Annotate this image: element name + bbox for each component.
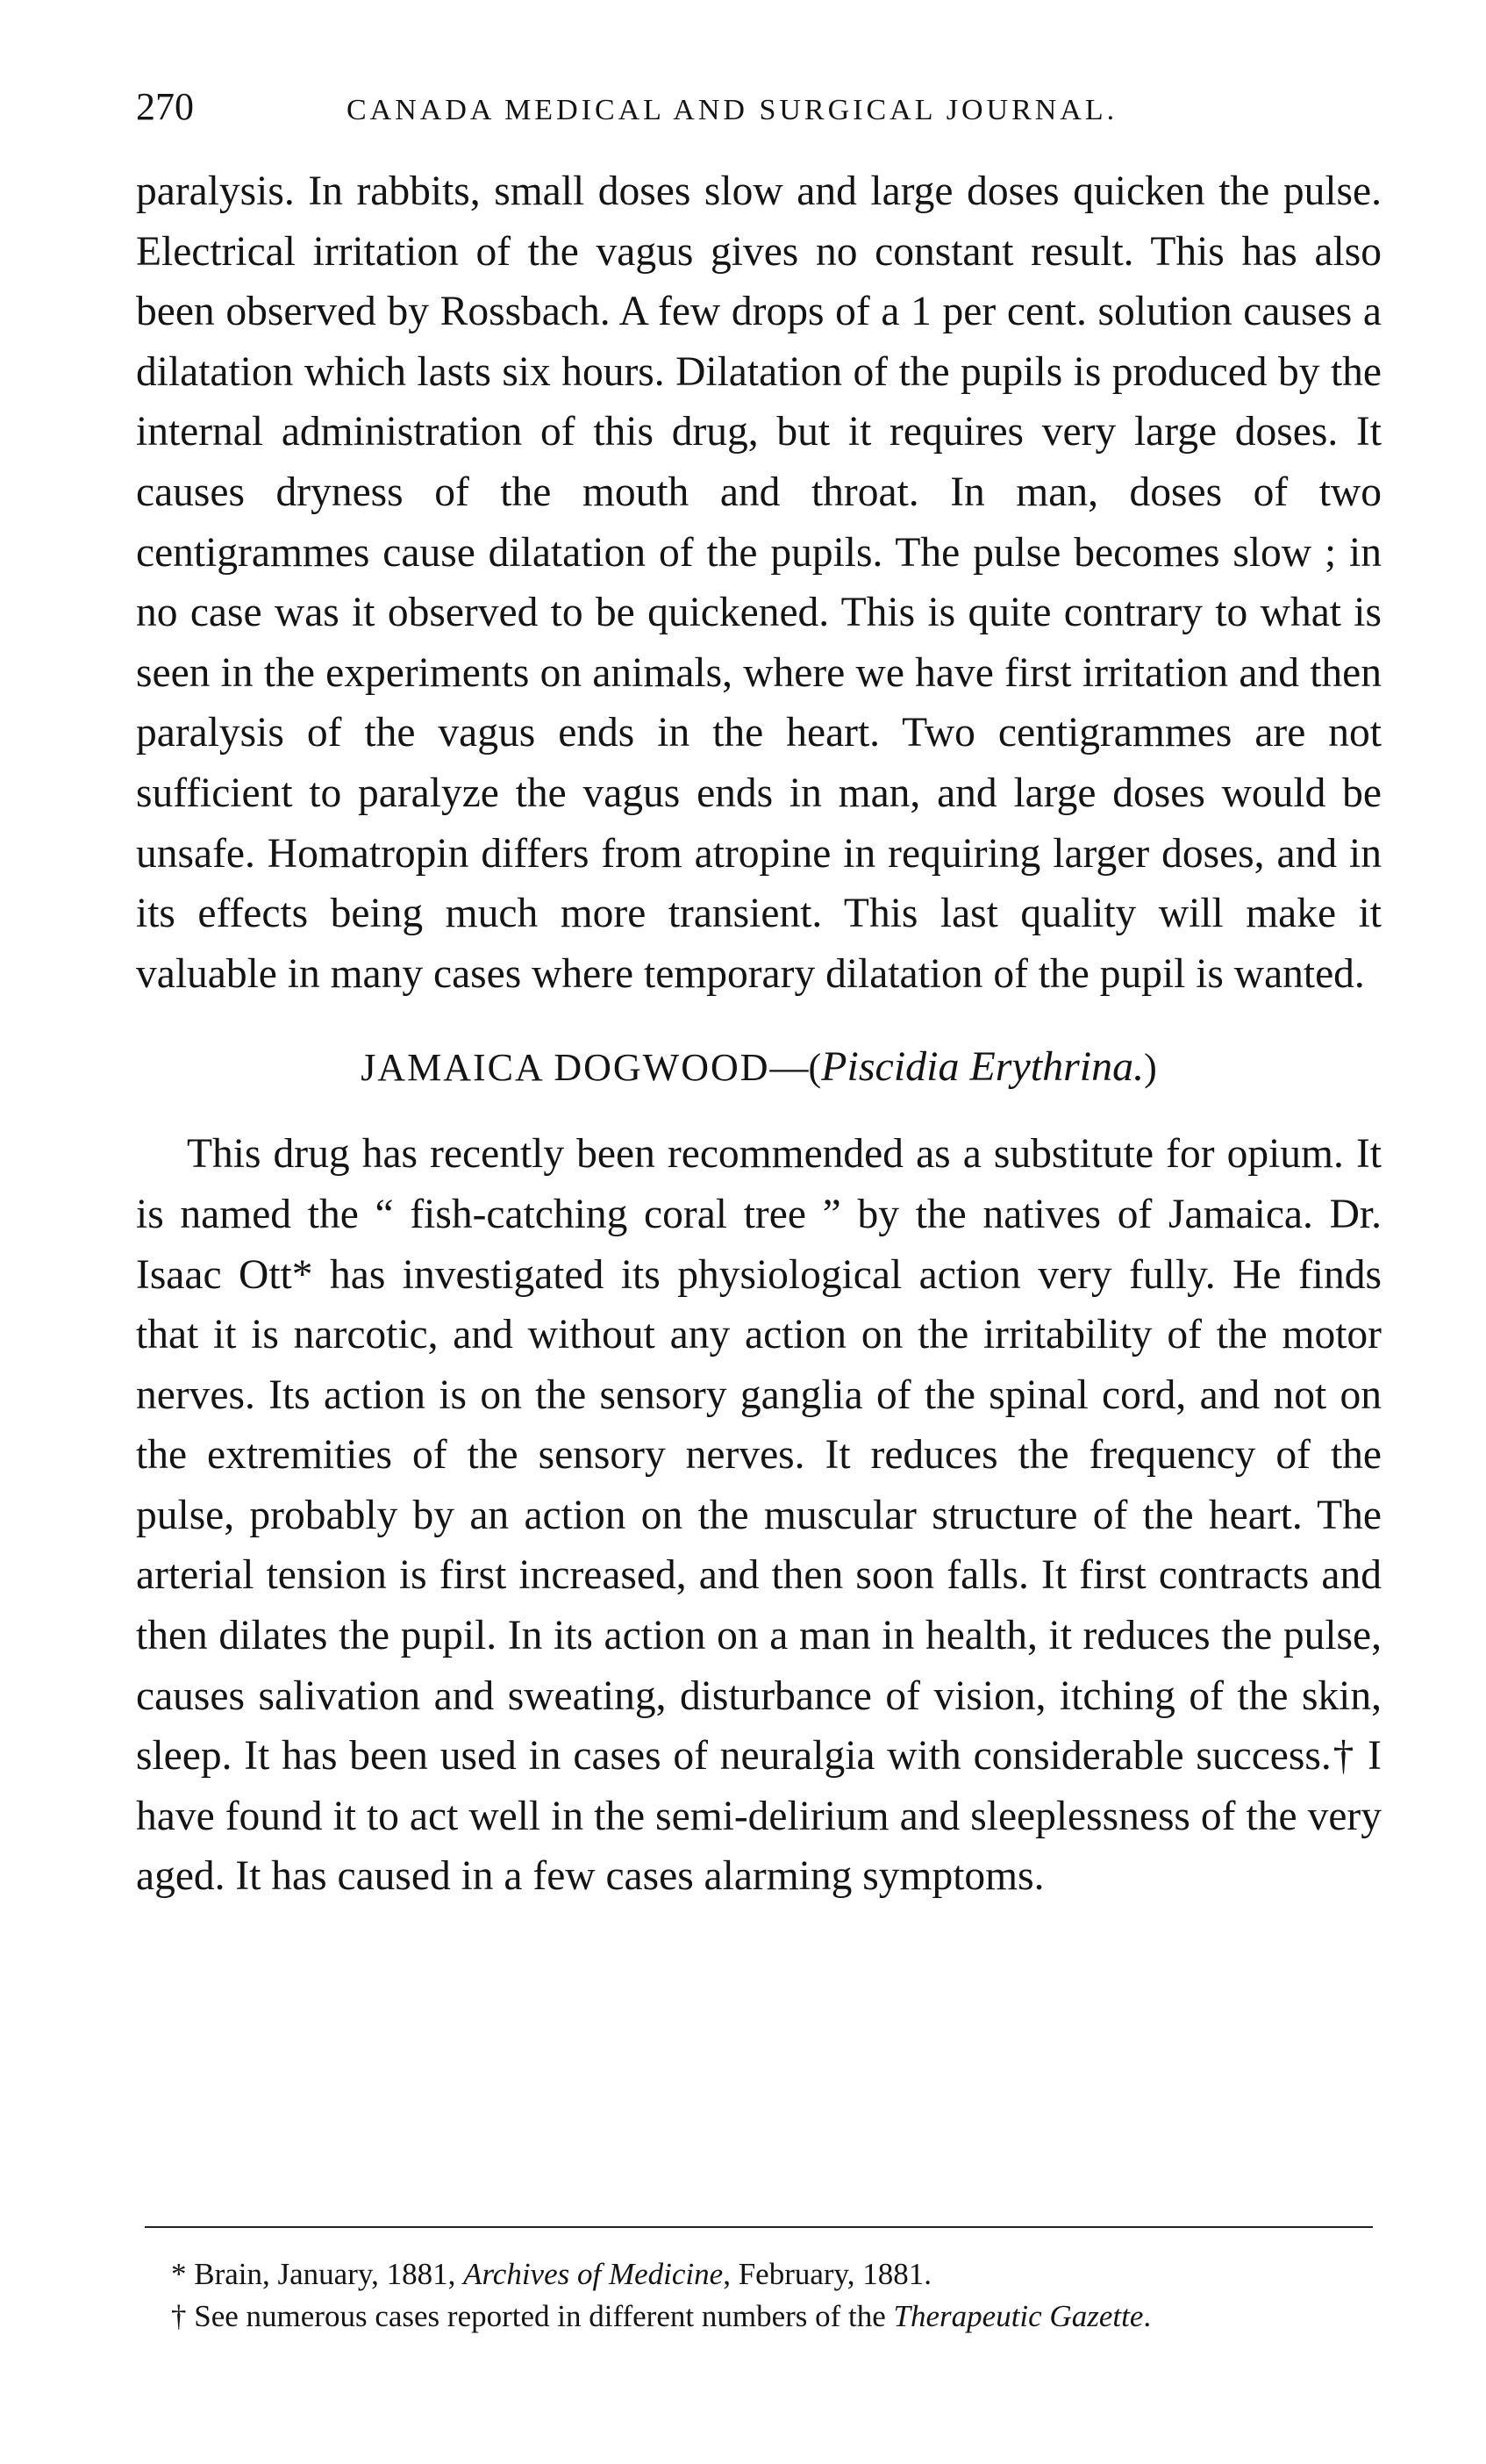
paragraph-jamaica-dogwood: This drug has recently been recommended as a substitute for opium. It is named the “ fish-catching coral tree ” by the natives of Jamaica. Dr. Isaac Ott* has investigated its physiological action very fully. He finds that it is narcotic, and without any action on the irritability of the motor nerves. Its action is on the sensory ganglia of the spinal cord, and not on the extremities of the sensory nerves. It reduces the frequency of the pulse, probably by an action on the muscular structure of the heart. The arterial tension is first increased, and then soon falls. It first contracts and then dilates the pupil. In its action on a man in health, it reduces the pulse, causes salivation and sweating, disturbance of vision, itching of the skin, sleep. It has been used in cases of neuralgia with considerable success.† I have found it to act well in the semi-delirium and sleeplessness of the very aged. It has caused in a few cases alarming symptoms. — [136, 1131, 1382, 1900]
footnote-2 — [136, 2296, 1382, 2338]
section-heading-dash: —( — [769, 1046, 822, 1090]
section-heading — [136, 1037, 1382, 1098]
footnote-1-journal: Archives of Medicine — [463, 2257, 724, 2291]
page-number: 270 — [136, 85, 194, 128]
running-head: CANADA MEDICAL AND SURGICAL JOURNAL. — [346, 94, 1118, 126]
footnote-2-journal: Therapeutic Gazette — [893, 2299, 1144, 2333]
section-heading-latin-name: Piscidia Erythrina. — [821, 1043, 1145, 1091]
footnote-2-text: † See numerous cases reported in different numbers of the — [171, 2299, 894, 2333]
footnote-2-end: . — [1143, 2299, 1152, 2333]
footnote-1-date: , February, 1881. — [723, 2257, 932, 2291]
page-header — [136, 81, 1382, 133]
footnote-divider — [145, 2226, 1373, 2228]
footnotes — [136, 2253, 1382, 2338]
section-heading-title: JAMAICA DOGWOOD — [361, 1046, 770, 1090]
footnote-1 — [136, 2253, 1382, 2296]
footnote-1-text: * Brain, January, 1881, — [171, 2257, 464, 2291]
body-text — [136, 161, 1382, 1907]
section-heading-close: ) — [1144, 1046, 1157, 1090]
paragraph-homatropin: paralysis. In rabbits, small doses slow and large doses quicken the pulse. Electrical irritation of the vagus gives no constant result. This has also been observed by Rossbach. A few drops of a 1 per cent. solution causes a dilatation which lasts six hours. Dilatation of the pupils is produced by the internal administration of this drug, but it requires very large doses. It causes dryness of the mouth and throat. In man, doses of two centigrammes cause dilatation of the pupils. The pulse becomes slow ; in no case was it observed to be quickened. This is quite contrary to what is seen in the experiments on animals, where we have first irritation and then paralysis of the vagus ends in the heart. Two centigrammes are not sufficient to paralyze the vagus ends in man, and large doses would be unsafe. Homatropin differs from atropine in requiring larger doses, and in its effects being much more transient. This last quality will make it valuable in many cases where temporary dilatation of the pupil is wanted. — [136, 168, 1382, 997]
